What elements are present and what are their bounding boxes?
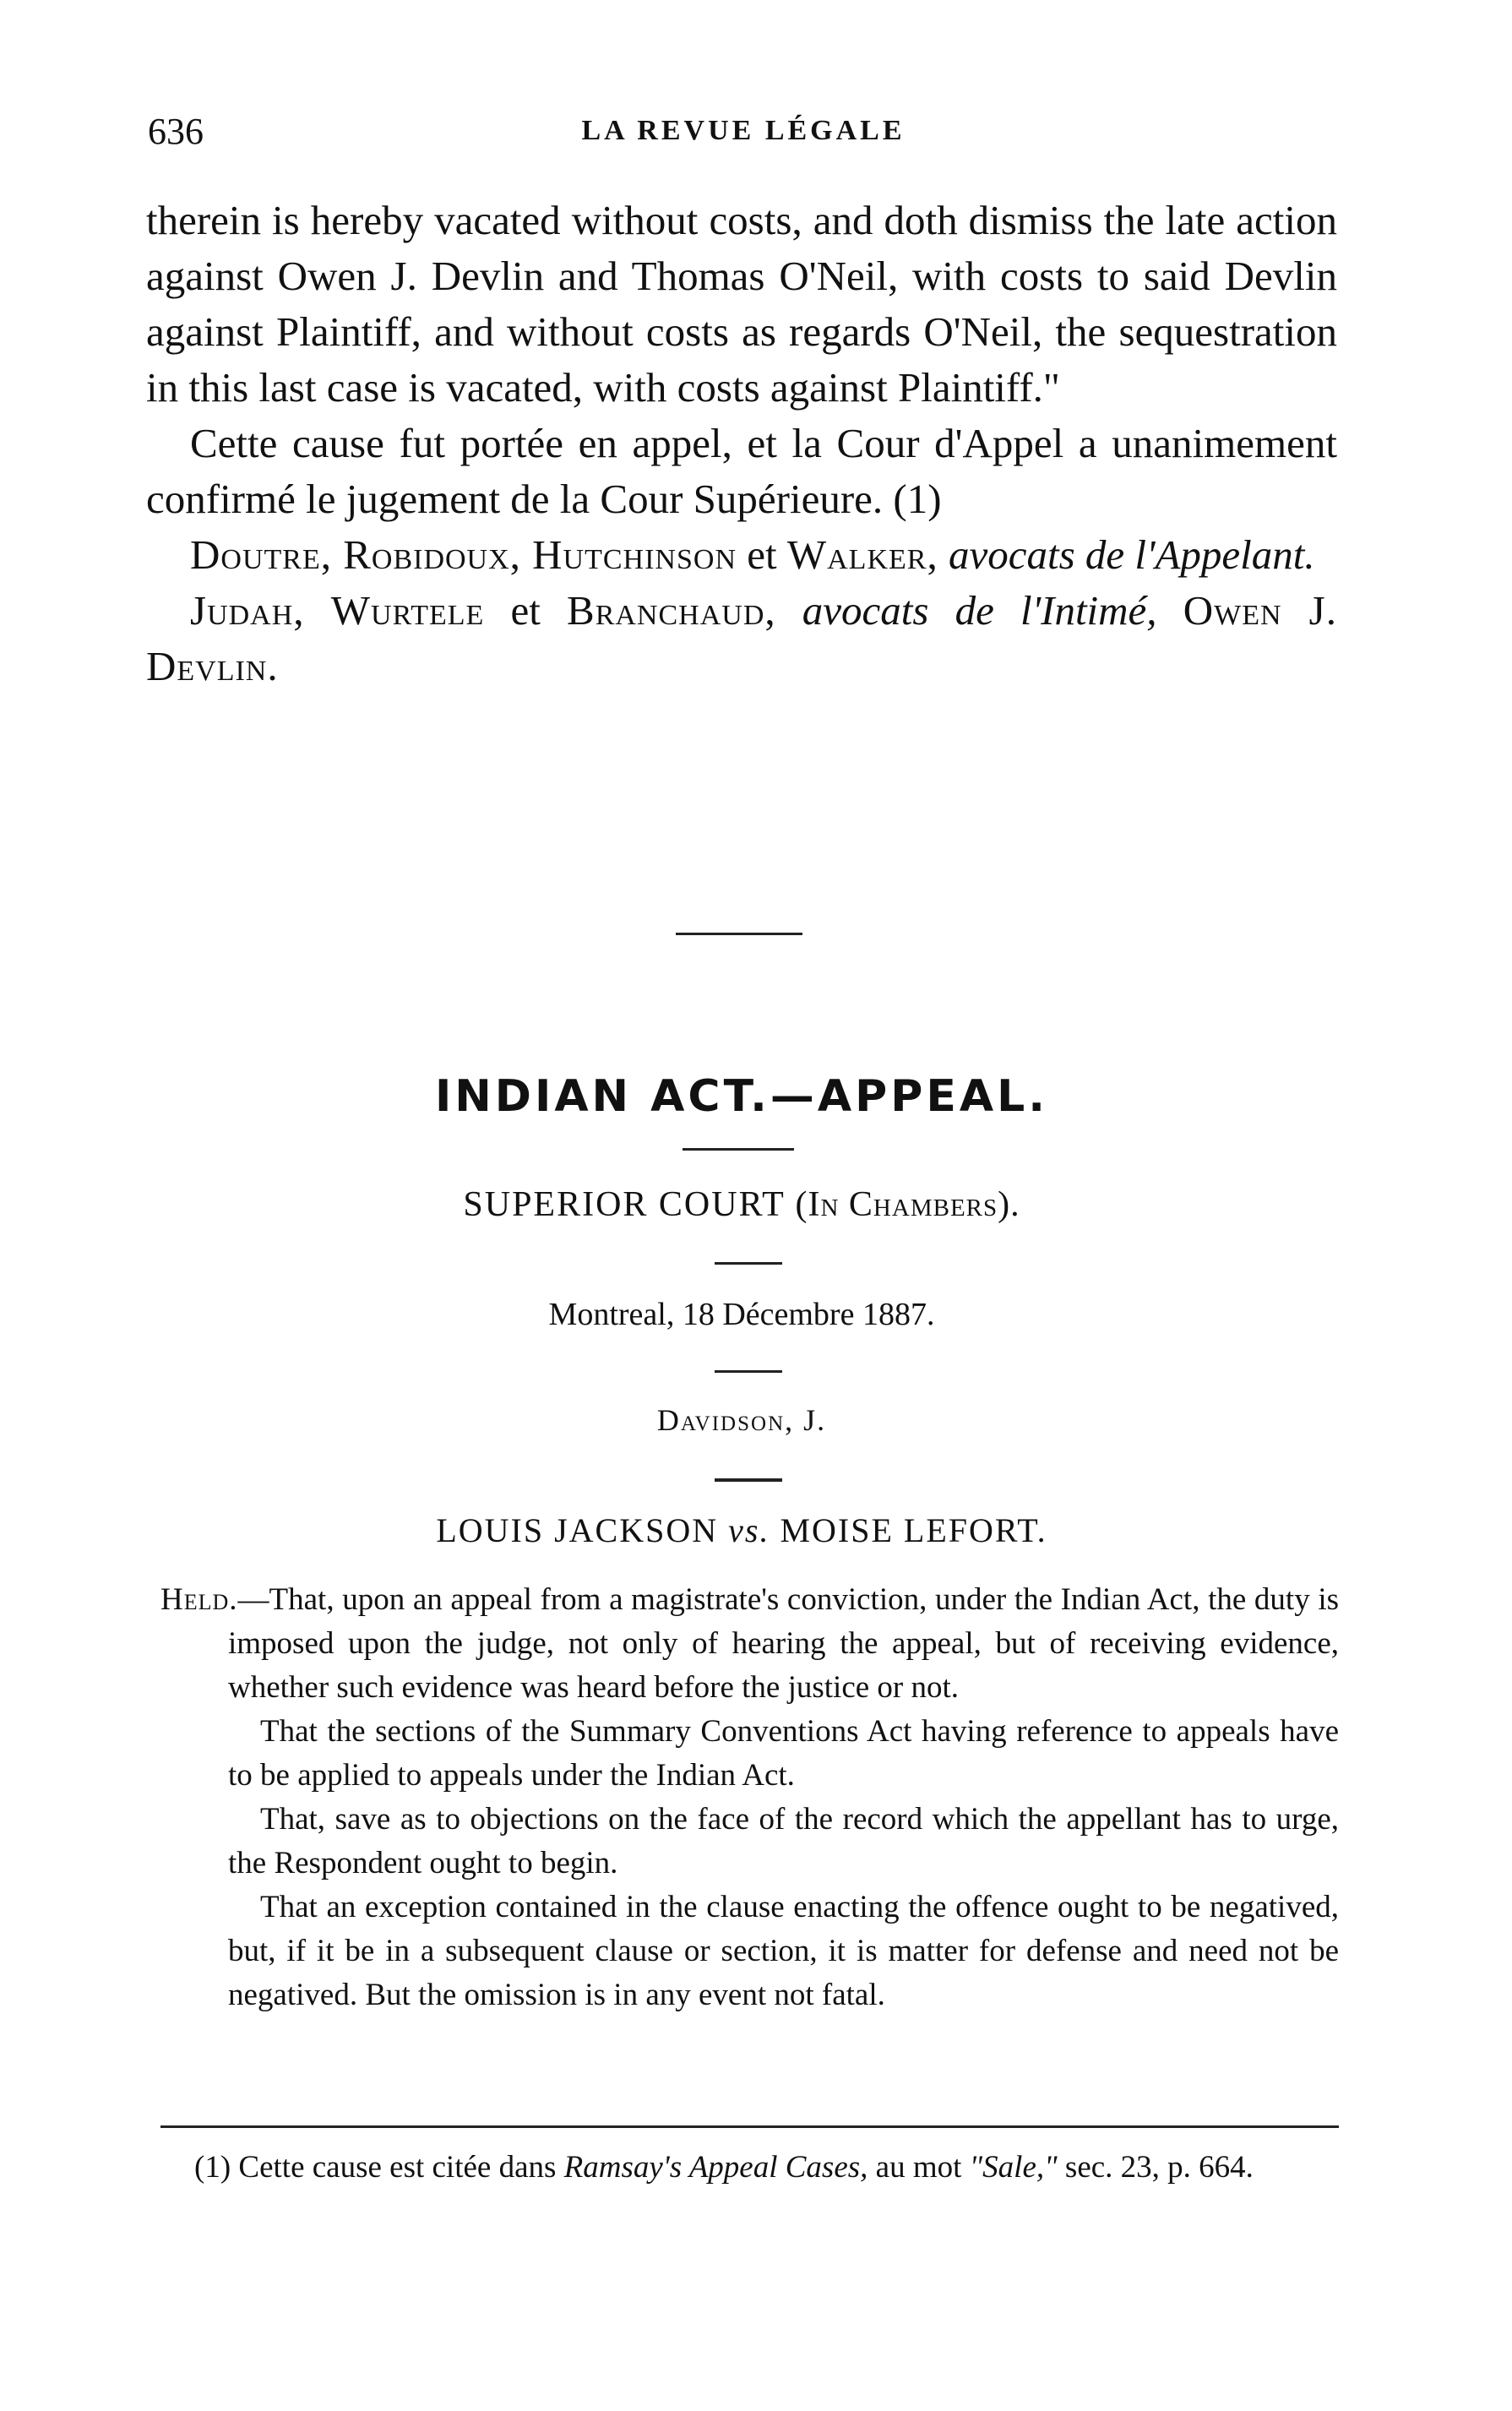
party-plaintiff: LOUIS JACKSON: [436, 1511, 719, 1549]
held-label: Held.: [160, 1582, 238, 1617]
case-parties: [146, 1510, 1337, 1550]
footnote-text-c: sec. 23, p. 664.: [1064, 2150, 1254, 2185]
page-header: [148, 110, 1339, 161]
judge-name: Davidson, J.: [656, 1403, 827, 1437]
running-head: LA REVUE LÉGALE: [581, 115, 906, 146]
footnote-text-b: au mot: [875, 2150, 962, 2185]
appeal-paragraph: Cette cause fut portée en appel, et la Cour d'Appel a unanimement confirmé le jugement de la Cour Supérieure. (1): [146, 420, 1337, 522]
court-paren: (In Chambers).: [795, 1185, 1020, 1224]
versus: vs.: [728, 1511, 770, 1549]
title-divider: [683, 1148, 794, 1151]
section-divider: [676, 933, 802, 935]
footnote-word: "Sale,": [969, 2150, 1058, 2185]
footnote-marker: (1): [194, 2150, 231, 2185]
date-divider: [715, 1370, 782, 1373]
appellant-counsel-et: et: [747, 531, 777, 578]
held-paragraph-2: That the sections of the Summary Conventions Act having reference to appeals have to be applied to appeals under the Indian Act.: [228, 1714, 1339, 1793]
court-divider: [715, 1262, 782, 1265]
judgment-text: [146, 193, 1337, 694]
footnote-text: [160, 2146, 1339, 2190]
held-text-1: —That, upon an appeal from a magistrate's conviction, under the Indian Act, the duty is imposed upon the judge, not only of hearing the appeal, but of receiving evidence, whether such evidence was heard before the justice or not.: [228, 1582, 1339, 1705]
respondent-counsel-names: Judah, Wurtele: [190, 587, 485, 634]
case-title: INDIAN ACT.—APPEAL.: [434, 1071, 1049, 1122]
appellant-counsel-names: Doutre, Robidoux, Hutchinson: [190, 531, 737, 578]
appellant-role: avocats de l'Appelant.: [948, 531, 1315, 578]
respondent-counsel-last: Branchaud,: [567, 587, 776, 634]
judgment-paragraph: therein is hereby vacated without costs, and doth dismiss the late action against Owen J. Devlin and Thomas O'Neil, with costs to said Devlin against Plaintiff, and without costs as regards O'Neil, the sequestration in this last case is vacated, with costs against Plaintiff.": [146, 197, 1337, 411]
respondent-role: avocats de l'Intimé,: [802, 587, 1157, 634]
appellant-counsel-last: Walker,: [786, 531, 938, 578]
party-defendant: MOISE LEFORT.: [780, 1511, 1047, 1549]
footnote-text-a: Cette cause est citée dans: [238, 2150, 557, 2185]
court-name: [146, 1184, 1337, 1225]
respondent-client: Owen J. Devlin.: [146, 587, 1337, 689]
judge-divider: [715, 1478, 782, 1482]
held-paragraph-4: That an exception contained in the clause enacting the offence ought to be negatived, but, if it be in a subsequent clause or section, it is matter for defense and need not be negatived. But the omission is in any event not fatal.: [228, 1890, 1339, 2012]
footnote-rule: [160, 2125, 1339, 2128]
court-main: SUPERIOR COURT: [463, 1185, 785, 1224]
held-paragraph-1: [160, 1578, 1339, 1710]
footnote-book: Ramsay's Appeal Cases,: [563, 2150, 868, 2185]
headnote: [160, 1578, 1339, 2017]
appellant-counsel: [146, 527, 1337, 583]
decision-date: Montreal, 18 Décembre 1887.: [548, 1297, 935, 1332]
footnote: [160, 2146, 1339, 2190]
respondent-counsel: [146, 583, 1337, 694]
page-number: 636: [148, 111, 204, 152]
held-paragraph-3: That, save as to objections on the face of the record which the appellant has to urge, the Respondent ought to begin.: [228, 1802, 1339, 1880]
respondent-counsel-et: et: [510, 587, 541, 634]
